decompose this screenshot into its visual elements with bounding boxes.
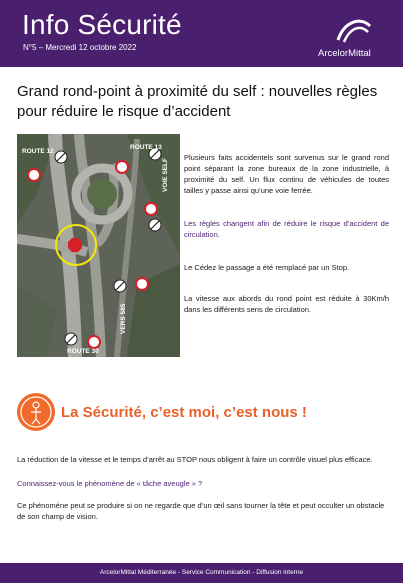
paragraph-rules-change: Les règles changent afin de réduire le risque d’accident de circulation.: [184, 219, 389, 239]
arcelormittal-logo: [318, 14, 392, 60]
paragraph-blind-spot: Ce phénomène peut se produire si on ne regarde que d’un œil sans tourner la tête et peut occulter un obstacle de son champ de vision.: [17, 501, 385, 521]
slogan: La Sécurité, c’est moi, c’est nous !: [61, 404, 307, 421]
issue-date: N°5 – Mercredi 12 octobre 2022: [23, 43, 137, 52]
logo-swoosh-icon: [334, 14, 374, 44]
label-vers-585: VERS 585: [120, 303, 127, 334]
header-banner: [0, 0, 403, 67]
aerial-map-image: [17, 134, 180, 357]
aerial-map: [17, 134, 180, 357]
label-route-30: ROUTE 30: [67, 348, 99, 355]
newsletter-title: Info Sécurité: [22, 9, 182, 40]
paragraph-speed-limit: La vitesse aux abords du rond point est réduite à 30Km/h dans les différents sens de circulation.: [184, 294, 389, 314]
logo-text: ArcelorMittal: [318, 48, 371, 59]
footer-bar: [0, 563, 403, 583]
label-voie-self: VOIE SELF: [162, 158, 169, 192]
safety-badge: [17, 393, 55, 431]
footer-text: ArcelorMittal Méditerranée - Service Communication - Diffusion interne: [99, 569, 304, 576]
question-blind-spot: Connaissez-vous le phénomène de « tâche aveugle » ?: [17, 479, 203, 488]
safety-figure-icon: [17, 393, 55, 431]
label-route-13: ROUTE 13: [130, 144, 162, 151]
paragraph-visual-control: La réduction de la vitesse et le temps d’arrêt au STOP nous obligent à faire un contrôle visuel plus efficace.: [17, 455, 373, 464]
paragraph-accidents: Plusieurs faits accidentels sont survenus sur le grand rond point séparant la zone bureaux de la zone industrielle, à proximité du self. Un flux continu de véhicules de toutes tailles y passe ainsi qu’une voie ferrée.: [184, 153, 389, 195]
paragraph-stop-sign: Le Cédez le passage a été remplacé par un Stop.: [184, 263, 350, 272]
headline: Grand rond-point à proximité du self : nouvelles règles pour réduire le risque d’accident: [17, 83, 378, 120]
label-route-12: ROUTE 12: [22, 148, 54, 155]
